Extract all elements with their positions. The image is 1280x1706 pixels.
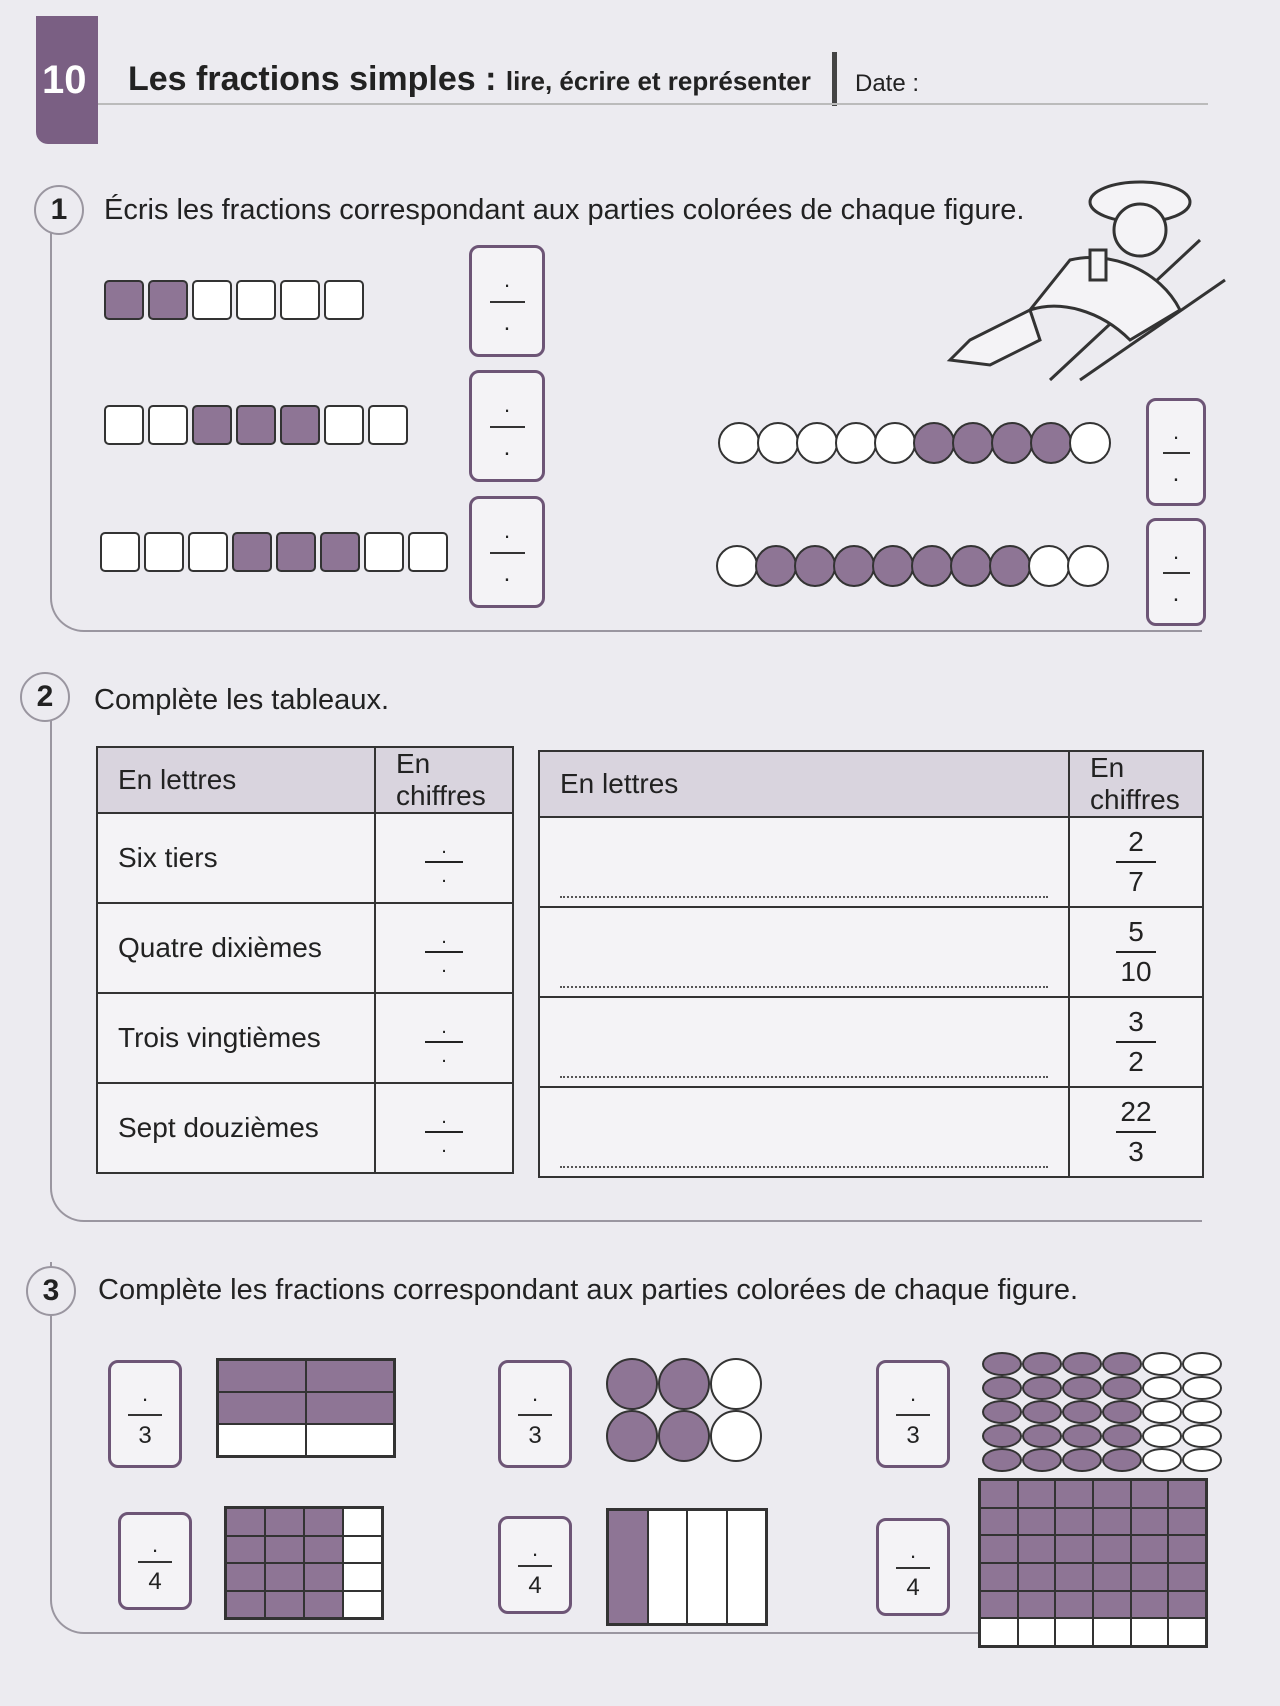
grid-cell <box>218 1360 306 1392</box>
grid-cell <box>1093 1618 1131 1646</box>
bar-cell <box>276 532 316 572</box>
oval <box>1022 1352 1062 1376</box>
oval <box>982 1400 1022 1424</box>
bead <box>796 422 838 464</box>
grid-cell <box>1055 1563 1093 1591</box>
grid-cell <box>1093 1480 1131 1508</box>
table1-row-label: Sept douzièmes <box>97 1083 375 1173</box>
bar-cell <box>280 405 320 445</box>
grid-cell <box>1168 1508 1206 1536</box>
grid-cell <box>980 1508 1018 1536</box>
grid-cell <box>218 1392 306 1424</box>
column-cell <box>727 1510 767 1624</box>
grid-cell <box>226 1536 265 1564</box>
bead <box>833 545 875 587</box>
oval <box>1062 1424 1102 1448</box>
bar-cell <box>100 532 140 572</box>
table2-answer-cell[interactable] <box>539 1087 1069 1177</box>
grid-cell <box>343 1536 382 1564</box>
grid-cell <box>1018 1618 1056 1646</box>
grid-cell <box>226 1591 265 1619</box>
grid-cell <box>218 1424 306 1456</box>
table-row <box>97 813 513 903</box>
grid-cell <box>1055 1591 1093 1619</box>
grid-cell <box>1093 1563 1131 1591</box>
bar-cell <box>408 532 448 572</box>
lesson-title <box>128 60 811 99</box>
grid-cell <box>226 1508 265 1536</box>
ex3-denominator: 4 <box>906 1574 920 1602</box>
bead <box>874 422 916 464</box>
bead <box>950 545 992 587</box>
table-row <box>539 997 1203 1087</box>
fraction-bar-3 <box>100 532 448 572</box>
oval <box>1142 1400 1182 1424</box>
bead <box>835 422 877 464</box>
bar-cell <box>232 532 272 572</box>
grid-cell <box>1168 1563 1206 1591</box>
table2-fraction <box>1069 1087 1203 1177</box>
column-cell <box>608 1510 648 1624</box>
oval <box>982 1376 1022 1400</box>
ex3-answer-box-4[interactable]: . 4 <box>118 1512 192 1610</box>
table1-answer-cell[interactable]: . . <box>375 903 513 993</box>
grid-cell <box>304 1508 343 1536</box>
date-label: Date : <box>855 70 920 97</box>
table1-row-label: Trois vingtièmes <box>97 993 375 1083</box>
bar-cell <box>148 280 188 320</box>
table1-header-digits: En chiffres <box>375 747 513 813</box>
oval <box>1182 1352 1222 1376</box>
fraction-denominator: 2 <box>1128 1046 1144 1077</box>
table1-answer-cell[interactable]: . . <box>375 1083 513 1173</box>
bar-cell <box>236 280 276 320</box>
table-row <box>97 993 513 1083</box>
fraction-numerator: 5 <box>1128 916 1144 947</box>
table1-header-letters: En lettres <box>97 747 375 813</box>
bead <box>991 422 1033 464</box>
bar-cell <box>324 405 364 445</box>
ex3-denominator: 4 <box>148 1568 162 1596</box>
oval <box>1182 1400 1222 1424</box>
bead <box>911 545 953 587</box>
grid-cell <box>306 1392 394 1424</box>
grid-cell <box>265 1563 304 1591</box>
answer-box-1[interactable]: . . <box>469 245 545 357</box>
header-rule <box>98 103 1208 105</box>
bead <box>1028 545 1070 587</box>
table2-fraction <box>1069 997 1203 1087</box>
grid-cell <box>980 1591 1018 1619</box>
bead <box>913 422 955 464</box>
table-row <box>539 907 1203 997</box>
grid-cell <box>265 1591 304 1619</box>
grid-cell <box>1018 1508 1056 1536</box>
bar-cell <box>236 405 276 445</box>
oval <box>1062 1448 1102 1472</box>
table-row <box>97 1083 513 1173</box>
bar-cell <box>192 405 232 445</box>
bar-cell <box>364 532 404 572</box>
fraction-numerator: 2 <box>1128 826 1144 857</box>
exercise-3-instruction: Complète les fractions correspondant aux parties colorées de chaque figure. <box>98 1274 1079 1306</box>
bar-cell <box>104 280 144 320</box>
grid-cell <box>304 1536 343 1564</box>
grid-cell <box>1131 1618 1169 1646</box>
grid-cell <box>1018 1535 1056 1563</box>
fraction-numerator: 22 <box>1120 1096 1152 1127</box>
table2-header-digits: En chiffres <box>1069 751 1203 817</box>
bar-cell <box>188 532 228 572</box>
table-row <box>539 817 1203 907</box>
oval <box>1102 1376 1142 1400</box>
grid-cell <box>1131 1535 1169 1563</box>
grid-cell <box>343 1591 382 1619</box>
ex3-denominator: 4 <box>528 1572 542 1600</box>
ex3-answer-box-5[interactable]: . 4 <box>498 1516 572 1614</box>
oval <box>1062 1352 1102 1376</box>
lesson-subtitle: lire, écrire et représenter <box>505 66 811 96</box>
grid-cell <box>1018 1563 1056 1591</box>
grid-cell <box>1131 1591 1169 1619</box>
circle <box>658 1358 710 1410</box>
grid-cell <box>1168 1480 1206 1508</box>
grid-cell <box>1055 1618 1093 1646</box>
table2-fraction <box>1069 817 1203 907</box>
bar-cell <box>148 405 188 445</box>
ex3-answer-box-1[interactable]: . 3 <box>108 1360 182 1468</box>
answer-box-4[interactable]: . . <box>1146 398 1206 506</box>
ex3-answer-box-3[interactable]: . 3 <box>876 1360 950 1468</box>
figure-grid-quarters <box>224 1506 384 1620</box>
column-cell <box>648 1510 688 1624</box>
ex3-denominator: 3 <box>906 1422 920 1450</box>
table2-answer-cell[interactable] <box>539 817 1069 907</box>
oval <box>1182 1376 1222 1400</box>
grid-cell <box>1018 1480 1056 1508</box>
grid-cell <box>265 1508 304 1536</box>
mascot-deckchair-illustration <box>930 160 1230 390</box>
grid-cell <box>1131 1508 1169 1536</box>
bead <box>794 545 836 587</box>
table2-header-letters: En lettres <box>539 751 1069 817</box>
bar-cell <box>320 532 360 572</box>
bead <box>989 545 1031 587</box>
fraction-bar-1 <box>104 280 364 320</box>
table2-answer-cell[interactable] <box>539 997 1069 1087</box>
grid-cell <box>980 1535 1018 1563</box>
bead <box>755 545 797 587</box>
bead <box>1067 545 1109 587</box>
circle <box>606 1358 658 1410</box>
grid-cell <box>1093 1591 1131 1619</box>
oval <box>982 1448 1022 1472</box>
oval <box>1062 1400 1102 1424</box>
ex3-answer-box-2[interactable]: . 3 <box>498 1360 572 1468</box>
bar-cell <box>324 280 364 320</box>
ex3-denominator: 3 <box>528 1422 542 1450</box>
grid-cell <box>1093 1535 1131 1563</box>
oval <box>1102 1448 1142 1472</box>
answer-box-5[interactable]: . . <box>1146 518 1206 626</box>
oval <box>1182 1424 1222 1448</box>
oval <box>1022 1376 1062 1400</box>
grid-cell <box>343 1563 382 1591</box>
fraction-denominator: 7 <box>1128 866 1144 897</box>
table1-answer-cell[interactable]: . . <box>375 993 513 1083</box>
figure-ovals <box>982 1352 1222 1472</box>
circle <box>710 1358 762 1410</box>
fraction-denominator: 10 <box>1120 956 1152 987</box>
ex3-denominator: 3 <box>138 1422 152 1450</box>
oval <box>1102 1400 1142 1424</box>
bead <box>872 545 914 587</box>
grid-cell <box>1131 1563 1169 1591</box>
grid-cell <box>980 1618 1018 1646</box>
circle <box>606 1410 658 1462</box>
oval <box>1182 1448 1222 1472</box>
bar-cell <box>192 280 232 320</box>
exercise-1-number: 1 <box>34 185 84 235</box>
bead <box>718 422 760 464</box>
fraction-denominator: 3 <box>1128 1136 1144 1167</box>
grid-cell <box>1055 1535 1093 1563</box>
exercise-1-instruction: Écris les fractions correspondant aux parties colorées de chaque figure. <box>104 194 1025 226</box>
grid-cell <box>304 1563 343 1591</box>
oval <box>1022 1424 1062 1448</box>
oval <box>1142 1352 1182 1376</box>
grid-cell <box>1168 1535 1206 1563</box>
circle <box>658 1410 710 1462</box>
bar-cell <box>104 405 144 445</box>
grid-cell <box>306 1360 394 1392</box>
exercise-3-number: 3 <box>26 1266 76 1316</box>
oval <box>1142 1376 1182 1400</box>
table-row <box>97 903 513 993</box>
fraction-bar-2 <box>104 405 408 445</box>
grid-cell <box>265 1536 304 1564</box>
exercise-2-instruction: Complète les tableaux. <box>94 684 389 716</box>
oval <box>1102 1424 1142 1448</box>
bead <box>716 545 758 587</box>
oval <box>982 1424 1022 1448</box>
figure-large-grid <box>978 1478 1208 1648</box>
column-cell <box>687 1510 727 1624</box>
grid-cell <box>226 1563 265 1591</box>
table1-row-label: Quatre dixièmes <box>97 903 375 993</box>
oval <box>1102 1352 1142 1376</box>
bar-cell <box>280 280 320 320</box>
date-divider <box>832 52 837 106</box>
oval <box>1022 1400 1062 1424</box>
figure-columns-quarters <box>606 1508 768 1626</box>
oval <box>1142 1448 1182 1472</box>
bar-cell <box>368 405 408 445</box>
exercise-2-number: 2 <box>20 672 70 722</box>
bead <box>757 422 799 464</box>
bead <box>952 422 994 464</box>
bar-cell <box>144 532 184 572</box>
grid-cell <box>1168 1591 1206 1619</box>
circle <box>710 1410 762 1462</box>
grid-cell <box>1131 1480 1169 1508</box>
grid-cell <box>980 1563 1018 1591</box>
table1-answer-cell[interactable]: . . <box>375 813 513 903</box>
bead-string-1 <box>718 422 1108 464</box>
bead <box>1069 422 1111 464</box>
lesson-title-main: Les fractions simples : <box>128 60 497 98</box>
grid-cell <box>343 1508 382 1536</box>
oval <box>1142 1424 1182 1448</box>
ex3-answer-box-6[interactable]: . 4 <box>876 1518 950 1616</box>
oval <box>1022 1448 1062 1472</box>
oval <box>982 1352 1022 1376</box>
grid-cell <box>980 1480 1018 1508</box>
lesson-number: 10 <box>42 58 87 102</box>
grid-cell <box>1055 1508 1093 1536</box>
figure-circles <box>606 1358 762 1462</box>
fraction-numerator: 3 <box>1128 1006 1144 1037</box>
bead <box>1030 422 1072 464</box>
table1-row-label: Six tiers <box>97 813 375 903</box>
table-digits-to-letters <box>538 750 1204 1178</box>
grid-cell <box>1093 1508 1131 1536</box>
grid-cell <box>1055 1480 1093 1508</box>
answer-box-3[interactable]: . . <box>469 496 545 608</box>
grid-cell <box>1168 1618 1206 1646</box>
figure-rect-thirds <box>216 1358 396 1458</box>
table2-fraction <box>1069 907 1203 997</box>
bead-string-2 <box>716 545 1106 587</box>
table2-answer-cell[interactable] <box>539 907 1069 997</box>
grid-cell <box>306 1424 394 1456</box>
table-letters-to-digits <box>96 746 514 1174</box>
grid-cell <box>304 1591 343 1619</box>
table-row <box>539 1087 1203 1177</box>
oval <box>1062 1376 1102 1400</box>
grid-cell <box>1018 1591 1056 1619</box>
answer-box-2[interactable]: . . <box>469 370 545 482</box>
